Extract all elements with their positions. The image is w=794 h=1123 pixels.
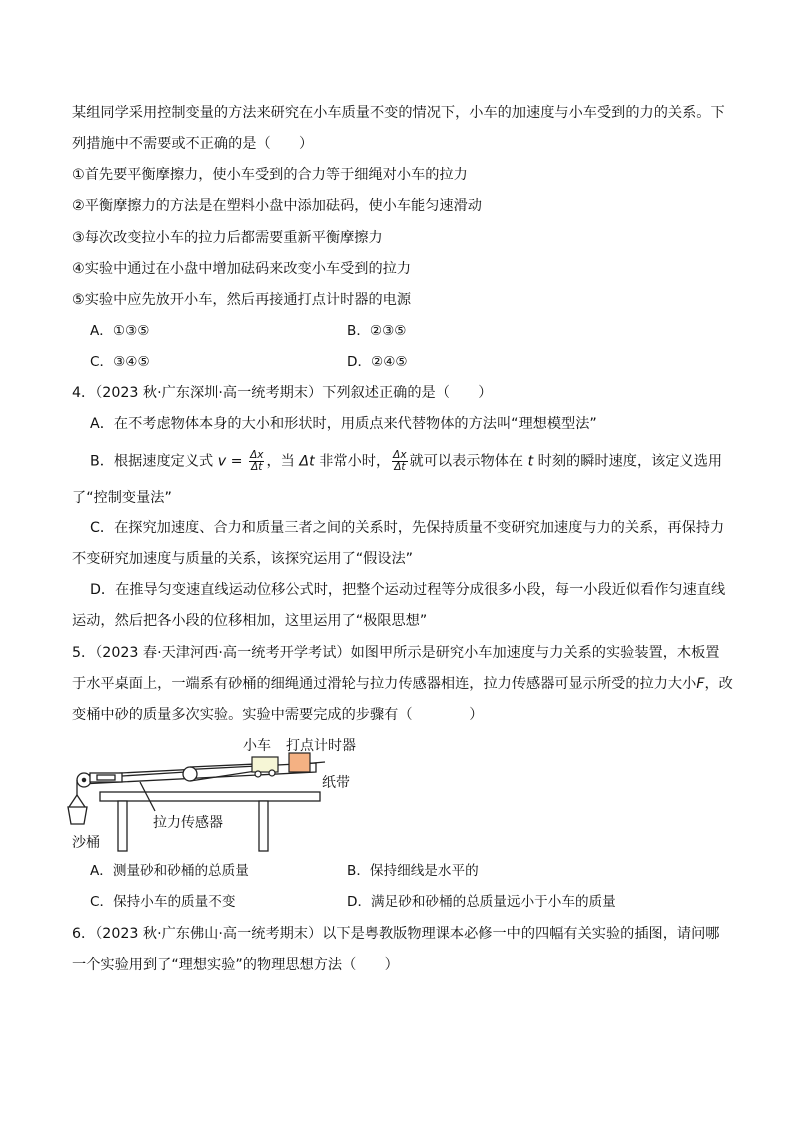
label-tape: 纸带 (322, 775, 350, 791)
q3-option-a[interactable]: A．①③⑤ (90, 323, 150, 339)
q5-option-b[interactable]: B．保持细线是水平的 (347, 863, 479, 879)
table-top (100, 792, 320, 801)
q5-stem-line2: 于水平桌面上，一端系有砂桶的细绳通过滑轮与拉力传感器相连，拉力传感器可显示所受的拉力大小F，改 (72, 676, 733, 692)
q6-stem-line1: 6．（2023 秋·广东佛山·高一统考期末）以下是粤教版物理课本必修一中的四幅有关实验的插图，请问哪 (72, 926, 720, 942)
q3-option-d[interactable]: D．②④⑤ (347, 354, 408, 370)
table-leg-right (259, 801, 268, 851)
q4-b-fraction-1: $\frac{\Delta x}{\Delta t}$ (250, 449, 264, 473)
table-leg-left (118, 801, 127, 851)
q4-b-eq: = (226, 453, 248, 470)
timer-box (289, 753, 310, 772)
q4-b-text-5: 时刻的瞬时速度，该定义选用 (537, 453, 723, 470)
q4-b-text-2: ，当 (266, 453, 295, 470)
q4-option-b[interactable] (90, 450, 722, 473)
sand-bucket (68, 807, 87, 824)
q4-option-d[interactable]: D．在推导匀变速直线运动位移公式时，把整个运动过程等分成很多小段，每一小段近似看作匀速直线 (90, 582, 726, 598)
q3-statement-2: ②平衡摩擦力的方法是在塑料小盘中添加砝码，使小车能匀速滑动 (72, 198, 482, 214)
label-bucket: 沙桶 (72, 835, 100, 851)
q3-stem-line1: 某组同学采用控制变量的方法来研究在小车质量不变的情况下，小车的加速度与小车受到的力的关系。下 (72, 105, 725, 121)
label-sensor: 拉力传感器 (153, 815, 223, 831)
q5-apparatus-figure (0, 735, 794, 880)
q4-b-fraction-2: $\frac{\Delta x}{\Delta t}$ (393, 449, 407, 473)
q5-option-a[interactable]: A．测量砂和砂桶的总质量 (90, 863, 249, 879)
q3-statement-4: ④实验中通过在小盘中增加砝码来改变小车受到的拉力 (72, 261, 412, 277)
q4-b-t: t (527, 453, 534, 470)
q3-stem-line2: 列措施中不需要或不正确的是（ ） (72, 136, 314, 152)
q4-b-text-4: 就可以表示物体在 (409, 453, 524, 470)
q4-b-v: v (217, 453, 227, 470)
q5-stem-line1: 5．（2023 春·天津河西·高一统考开学考试）如图甲所示是研究小车加速度与力关系的实验装置，木板置 (72, 645, 720, 661)
q4-c-line2: 不变研究加速度与质量的关系，该探究运用了“假设法” (72, 551, 414, 567)
q5-force-symbol: F (696, 676, 705, 692)
q3-option-b[interactable]: B．②③⑤ (347, 323, 407, 339)
q4-b-dt: Δt (299, 453, 315, 470)
q5-stem-line3: 变桶中砂的质量多次实验。实验中需要完成的步骤有（ ） (72, 707, 484, 723)
q3-statement-1: ①首先要平衡摩擦力，使小车受到的合力等于细绳对小车的拉力 (72, 167, 468, 183)
q3-option-c[interactable]: C．③④⑤ (90, 354, 150, 370)
q4-d-line2: 运动，然后把各小段的位移相加，这里运用了“极限思想” (72, 613, 428, 629)
q4-stem: 4．（2023 秋·广东深圳·高一统考期末）下列叙述正确的是（ ） (72, 385, 493, 401)
label-car: 小车 (243, 738, 271, 754)
q5-option-d[interactable]: D．满足砂和砂桶的总质量远小于小车的质量 (347, 894, 616, 910)
q5-option-c[interactable]: C．保持小车的质量不变 (90, 894, 236, 910)
q3-statement-3: ③每次改变拉小车的拉力后都需要重新平衡摩擦力 (72, 230, 383, 246)
q4-option-c[interactable]: C．在探究加速度、合力和质量三者之间的关系时，先保持质量不变研究加速度与力的关系，再保持力 (90, 520, 725, 536)
q4-b-text-1: B．根据速度定义式 (90, 453, 214, 470)
q3-statement-5: ⑤实验中应先放开小车，然后再接通打点计时器的电源 (72, 292, 412, 308)
q6-stem-line2: 一个实验用到了“理想实验”的物理思想方法（ ） (72, 957, 399, 973)
label-timer: 打点计时器 (286, 738, 356, 754)
q4-b-text-3: 非常小时， (319, 453, 391, 470)
q4-option-a[interactable]: A．在不考虑物体本身的大小和形状时，用质点来代替物体的方法叫“理想模型法” (90, 416, 597, 432)
pulley-right (183, 767, 197, 781)
q4-b-line2: 了“控制变量法” (72, 490, 172, 506)
